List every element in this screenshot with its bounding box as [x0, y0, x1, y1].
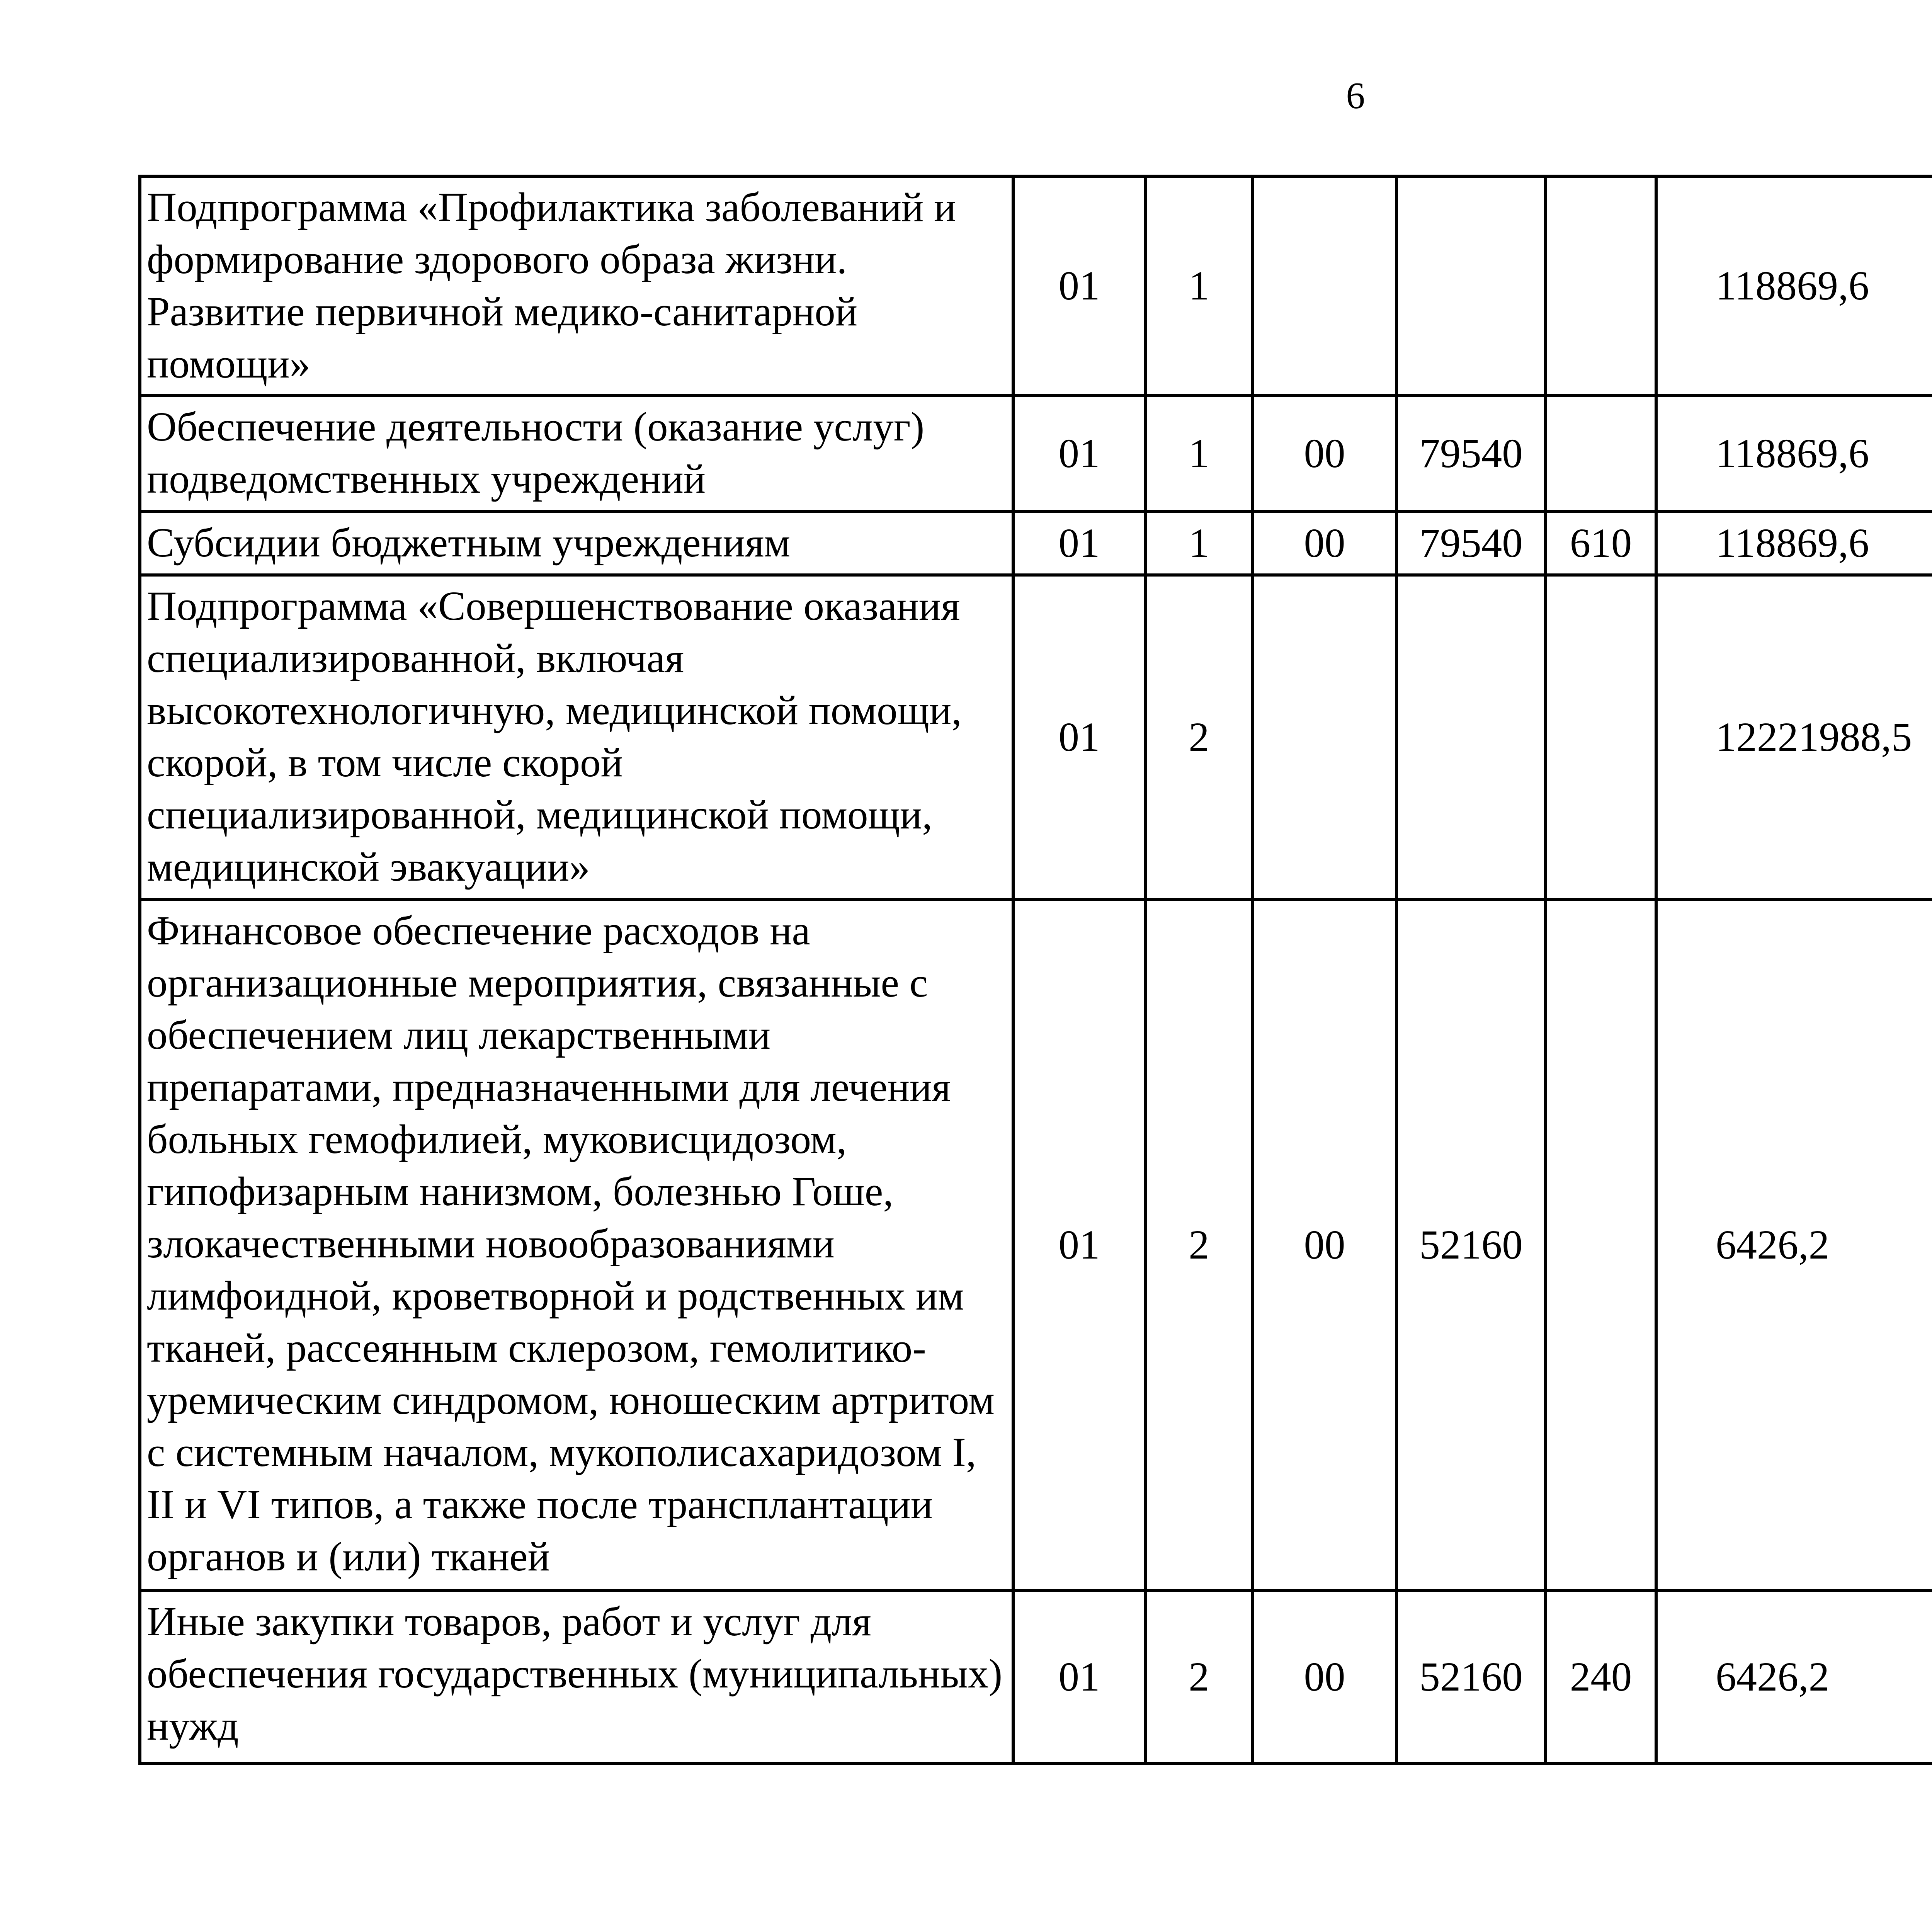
expense-type-cell: [1546, 176, 1656, 396]
table-row: [140, 575, 1932, 900]
expense-type-cell: 240: [1546, 1590, 1656, 1764]
table-row: [140, 176, 1932, 396]
table-row: [140, 512, 1932, 575]
program-code-cell: 01: [1013, 396, 1145, 512]
expense-type-cell: [1546, 900, 1656, 1590]
page-number: 6: [1346, 75, 1365, 117]
budget-table: [138, 175, 1932, 1765]
article-code-cell: 52160: [1396, 1590, 1546, 1764]
expense-type-cell: 610: [1546, 512, 1656, 575]
amount-1-cell: 118869,6: [1656, 396, 1932, 512]
amount-1-cell: 118869,6: [1656, 176, 1932, 396]
direction-code-cell: [1253, 575, 1396, 900]
program-code-cell: 01: [1013, 900, 1145, 1590]
subprogram-code-cell: 1: [1145, 512, 1253, 575]
row-name-cell: Подпрограмма «Совершенствование оказания специализированной, включая высокотехнологичную, медицинской помощи, скорой, в том числе скорой специализированной, медицинской помощи, медицинской эвакуации»: [140, 575, 1013, 900]
row-name-cell: Обеспечение деятельности (оказание услуг) подведомственных учреждений: [140, 396, 1013, 512]
amount-1-cell: 6426,2: [1656, 1590, 1932, 1764]
amount-1-cell: 12221988,5: [1656, 575, 1932, 900]
table-row: [140, 396, 1932, 512]
direction-code-cell: 00: [1253, 396, 1396, 512]
amount-1-cell: 6426,2: [1656, 900, 1932, 1590]
subprogram-code-cell: 2: [1145, 900, 1253, 1590]
direction-code-cell: 00: [1253, 512, 1396, 575]
subprogram-code-cell: 1: [1145, 396, 1253, 512]
table-row: [140, 1590, 1932, 1764]
row-name-cell: Финансовое обеспечение расходов на организационные мероприятия, связанные с обеспечением лиц лекарственными препаратами, предназначенными для лечения больных гемофилией, муковисцидозом, гипофизарным нанизмом, болезнью Гоше, злокачественными новообразованиями лимфоидной, кроветворной и родственных им тканей, рассеянным склерозом, гемолитико-уремическим синдромом, юношеским артритом с системным началом, мукополисахаридозом I, II и VI типов, а также после трансплантации органов и (или) тканей: [140, 900, 1013, 1590]
program-code-cell: 01: [1013, 575, 1145, 900]
subprogram-code-cell: 2: [1145, 575, 1253, 900]
direction-code-cell: 00: [1253, 900, 1396, 1590]
article-code-cell: 79540: [1396, 396, 1546, 512]
row-name-cell: Субсидии бюджетным учреждениям: [140, 512, 1013, 575]
direction-code-cell: 00: [1253, 1590, 1396, 1764]
expense-type-cell: [1546, 396, 1656, 512]
article-code-cell: [1396, 176, 1546, 396]
direction-code-cell: [1253, 176, 1396, 396]
program-code-cell: 01: [1013, 1590, 1145, 1764]
subprogram-code-cell: 1: [1145, 176, 1253, 396]
table-row: [140, 900, 1932, 1590]
row-name-cell: Подпрограмма «Профилактика заболеваний и формирование здорового образа жизни. Развитие первичной медико-санитарной помощи»: [140, 176, 1013, 396]
article-code-cell: 79540: [1396, 512, 1546, 575]
subprogram-code-cell: 2: [1145, 1590, 1253, 1764]
amount-1-cell: 118869,6: [1656, 512, 1932, 575]
expense-type-cell: [1546, 575, 1656, 900]
program-code-cell: 01: [1013, 512, 1145, 575]
row-name-cell: Иные закупки товаров, работ и услуг для обеспечения государственных (муниципальных) нужд: [140, 1590, 1013, 1764]
program-code-cell: 01: [1013, 176, 1145, 396]
article-code-cell: 52160: [1396, 900, 1546, 1590]
article-code-cell: [1396, 575, 1546, 900]
